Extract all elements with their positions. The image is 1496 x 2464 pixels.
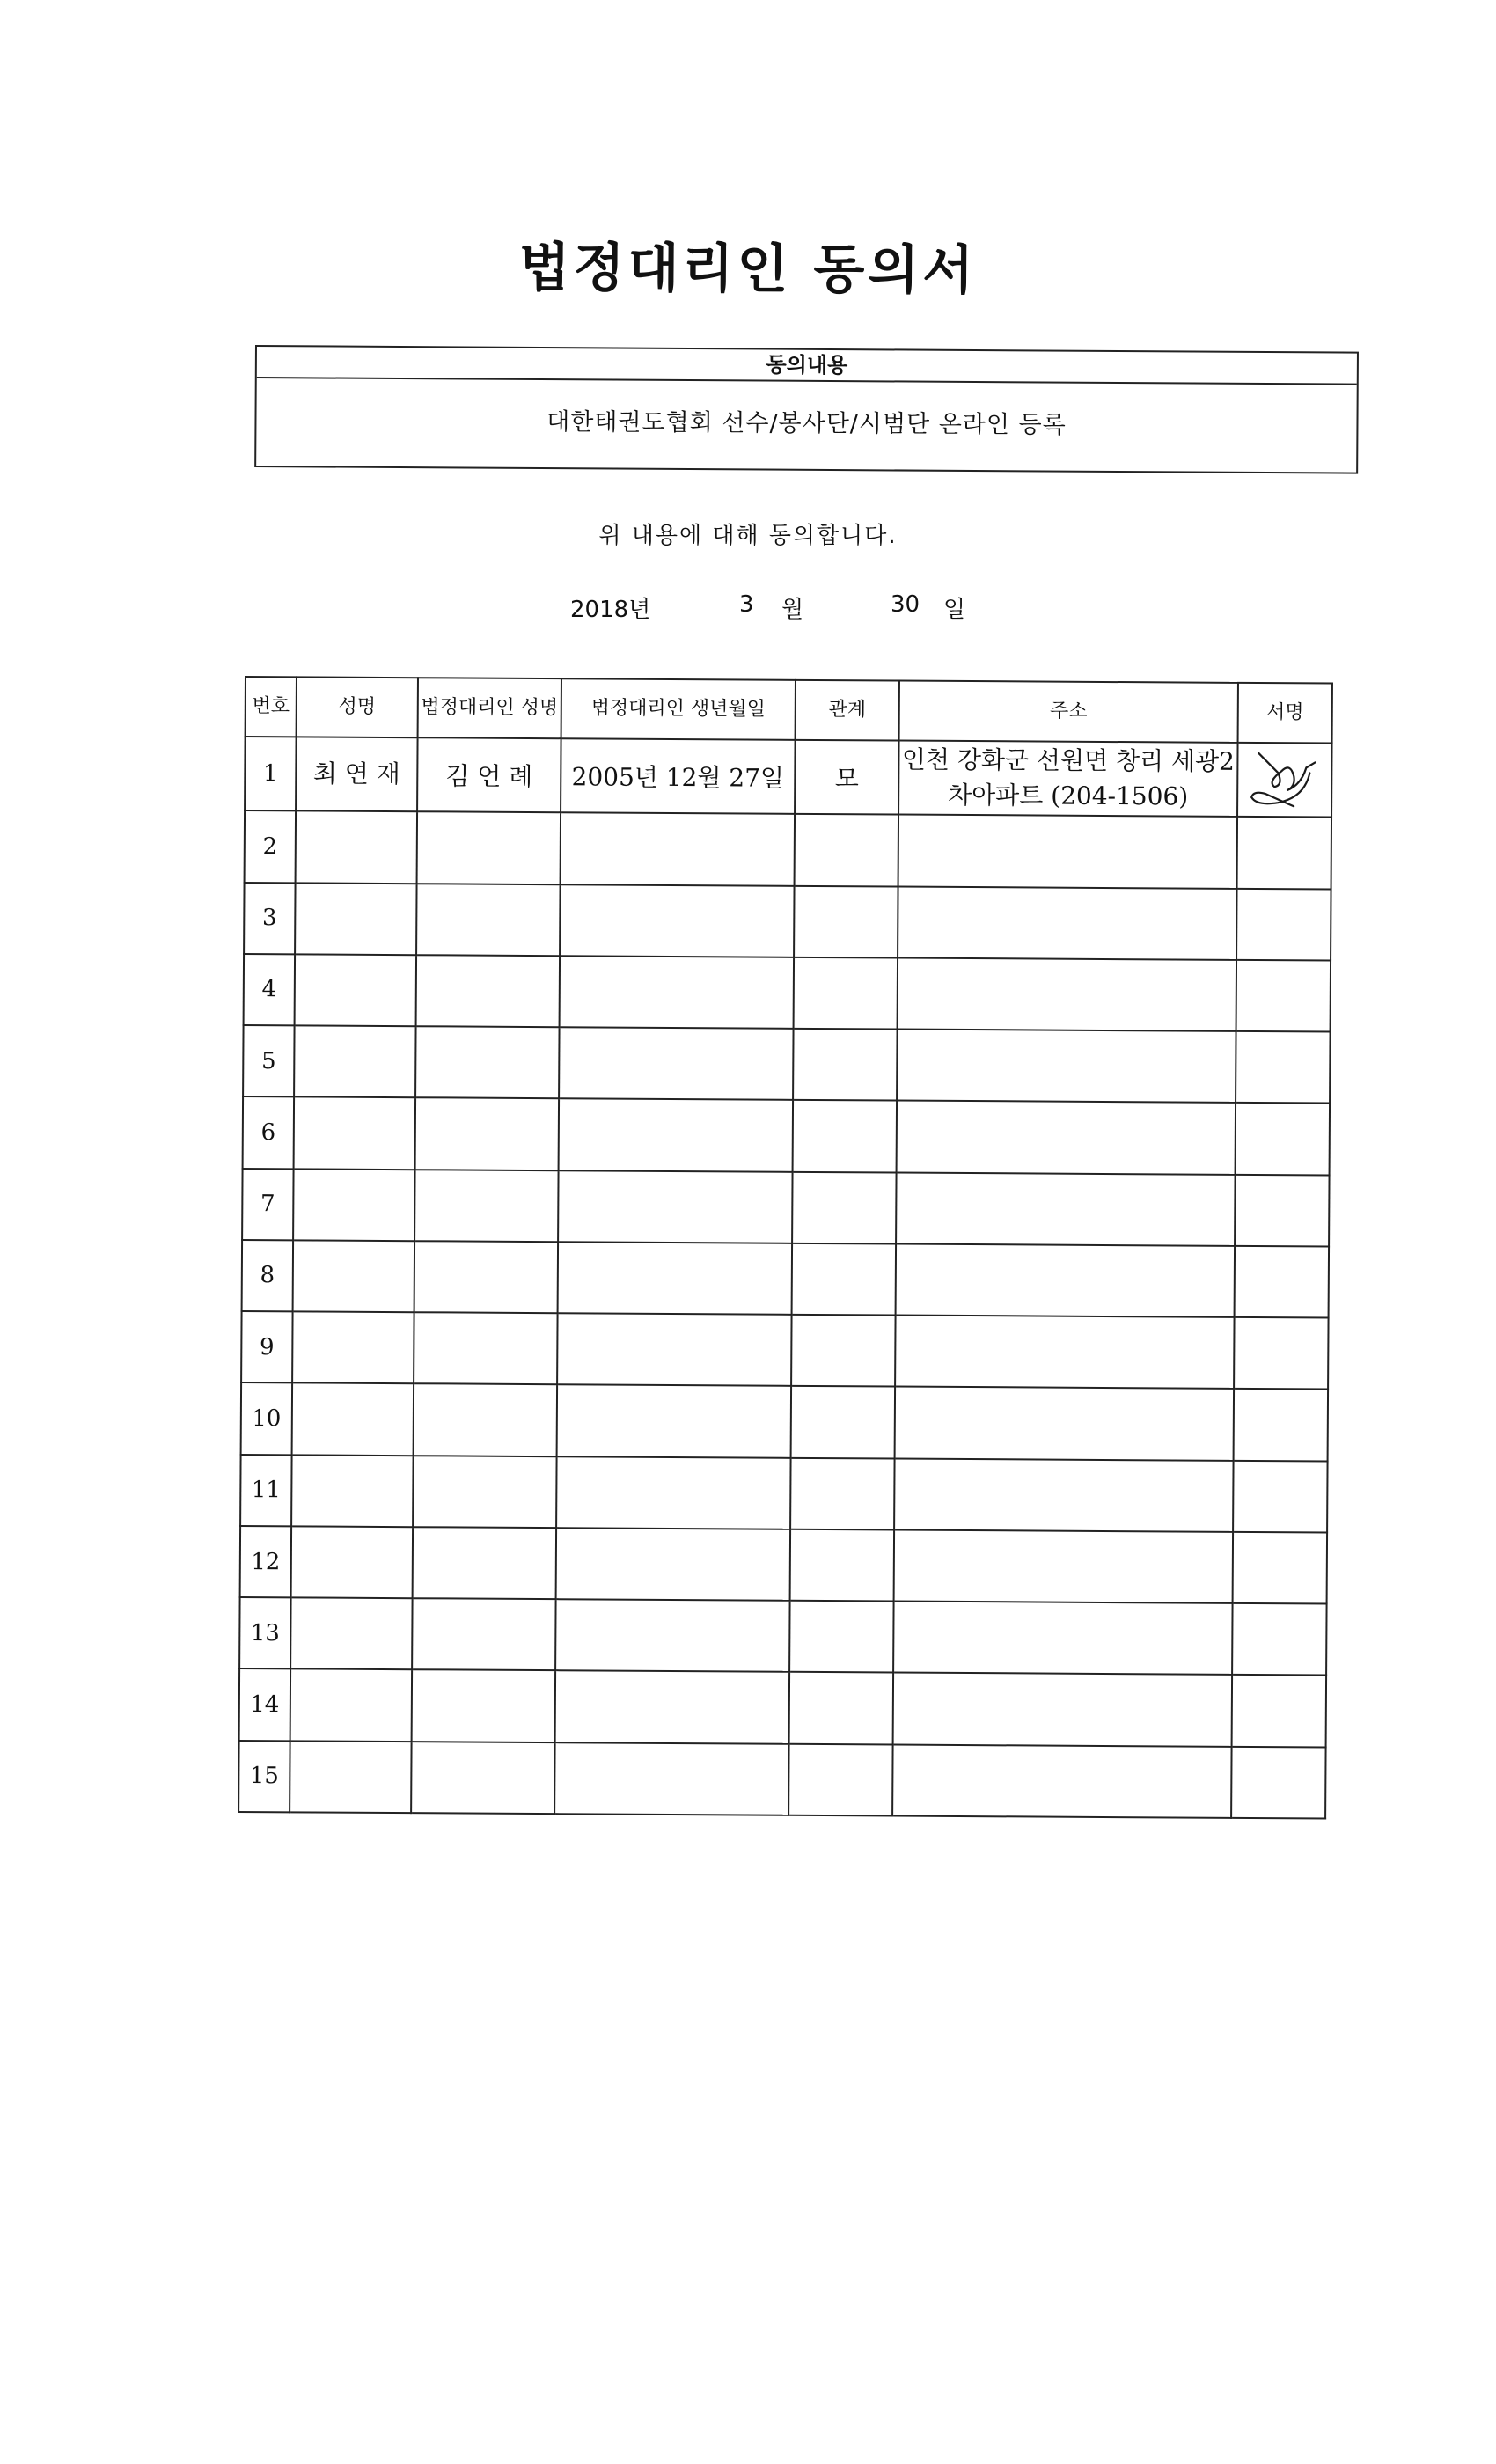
row-name: [295, 954, 416, 1026]
table-header-row: [246, 677, 1332, 744]
row-signature: [1237, 817, 1331, 889]
row-number: 2: [245, 810, 296, 883]
table-row: [241, 1382, 1328, 1461]
row-relation: [794, 957, 898, 1030]
consent-heading: 동의내용: [257, 347, 1357, 385]
row-name: [294, 1025, 415, 1097]
table-row: [245, 737, 1331, 818]
table-row: [241, 1311, 1328, 1390]
row-number: 5: [243, 1025, 294, 1097]
row-guardian-birthdate: [558, 1170, 792, 1243]
row-signature: [1233, 1461, 1327, 1533]
row-signature: [1236, 888, 1331, 960]
row-signature: [1231, 1747, 1325, 1819]
row-address: [895, 1316, 1234, 1390]
row-address: [898, 957, 1236, 1031]
row-number: 7: [242, 1169, 293, 1241]
row-signature: [1235, 1246, 1329, 1318]
agreement-statement: 위 내용에 대해 동의합니다.: [598, 523, 898, 549]
row-address: 인천 강화군 선원면 창리 세광2차아파트 (204-1506): [898, 741, 1238, 818]
row-name: [290, 1669, 412, 1742]
consent-box: [254, 345, 1359, 474]
table-row: [242, 1169, 1329, 1247]
row-guardian-name: [416, 884, 560, 956]
row-guardian-name: [413, 1456, 556, 1528]
row-guardian-birthdate: [560, 956, 794, 1029]
row-guardian-birthdate: [561, 812, 795, 885]
table-row: [244, 954, 1331, 1032]
row-guardian-name: [414, 1384, 557, 1456]
row-guardian-birthdate: [555, 1599, 789, 1672]
row-number: 15: [238, 1741, 290, 1813]
row-address: [897, 1101, 1236, 1175]
row-address: [893, 1673, 1232, 1747]
row-guardian-name: [411, 1742, 554, 1814]
row-guardian-name: [415, 1098, 559, 1170]
row-guardian-name: [414, 1170, 558, 1242]
row-name: [296, 811, 417, 884]
consent-content: 대한태권도협회 선수/봉사단/시범단 온라인 등록: [546, 408, 1067, 439]
row-signature: [1234, 1389, 1328, 1461]
row-address: [898, 886, 1236, 960]
row-number: 8: [242, 1240, 293, 1312]
row-name: [294, 1097, 415, 1170]
table-row: [245, 810, 1331, 889]
date-day: 30: [891, 591, 920, 618]
row-name: [293, 1169, 414, 1241]
header-signature: 서명: [1238, 683, 1332, 744]
row-address: [895, 1387, 1234, 1461]
row-number: 12: [240, 1526, 291, 1598]
row-signature: [1236, 1031, 1330, 1104]
row-number: 3: [244, 883, 295, 955]
table-row: [243, 1025, 1330, 1104]
row-number: 11: [240, 1455, 291, 1527]
row-address: [898, 815, 1237, 889]
row-signature: [1235, 1174, 1329, 1246]
row-relation: [791, 1386, 895, 1458]
row-guardian-name: [417, 811, 561, 884]
row-signature: [1232, 1675, 1326, 1747]
row-address: [893, 1602, 1232, 1676]
row-relation: [795, 814, 898, 886]
row-relation: [793, 1029, 897, 1101]
table-row: [243, 1096, 1330, 1175]
row-name: [290, 1741, 411, 1813]
row-number: 4: [244, 954, 295, 1026]
row-guardian-name: [412, 1598, 555, 1670]
row-relation: [791, 1315, 895, 1387]
row-relation: [792, 1171, 896, 1243]
row-guardian-birthdate: [555, 1671, 789, 1744]
header-guardian-name: 법정대리인 성명: [418, 678, 561, 738]
table-row: [239, 1668, 1326, 1747]
header-guardian-birthdate: 법정대리인 생년월일: [561, 678, 796, 740]
date-day-unit: 일: [943, 597, 966, 623]
row-address: [896, 1243, 1235, 1317]
date-year: 2018년: [570, 597, 651, 623]
row-relation: [789, 1672, 893, 1744]
row-relation: [788, 1744, 892, 1816]
row-signature: [1236, 1103, 1330, 1175]
handwritten-signature: [1243, 746, 1327, 814]
row-relation: 모: [795, 740, 899, 815]
row-number: 1: [245, 737, 297, 811]
date-month-unit: 월: [781, 597, 804, 623]
row-name: 최 연 재: [296, 737, 418, 811]
row-number: 14: [239, 1668, 290, 1741]
row-name: [295, 883, 416, 955]
row-name: [290, 1598, 412, 1670]
table-row: [239, 1597, 1326, 1676]
row-guardian-name: 김 언 례: [417, 737, 561, 812]
row-relation: [790, 1457, 894, 1529]
row-name: [291, 1526, 413, 1598]
table-row: [240, 1526, 1327, 1604]
table-row: [240, 1455, 1327, 1533]
row-guardian-name: [415, 1026, 559, 1098]
row-address: [897, 1030, 1236, 1104]
registration-table: [238, 676, 1333, 1820]
table-row: [244, 883, 1331, 961]
row-guardian-name: [412, 1670, 555, 1742]
row-guardian-name: [414, 1241, 558, 1313]
row-name: [293, 1240, 414, 1312]
row-relation: [792, 1243, 896, 1316]
row-guardian-birthdate: [559, 1027, 793, 1100]
header-address: 주소: [899, 681, 1238, 743]
table-row: [242, 1240, 1329, 1318]
header-relation: 관계: [796, 680, 899, 741]
row-signature: [1237, 743, 1332, 818]
row-name: [291, 1455, 413, 1527]
row-signature: [1233, 1532, 1327, 1604]
table-row: [238, 1741, 1325, 1819]
row-name: [292, 1311, 414, 1383]
date-month: 3: [739, 591, 754, 618]
row-relation: [789, 1601, 893, 1673]
row-guardian-birthdate: [559, 1099, 793, 1172]
row-signature: [1234, 1317, 1328, 1390]
header-name: 성명: [297, 677, 418, 737]
row-guardian-birthdate: 2005년 12월 27일: [561, 738, 796, 814]
row-guardian-birthdate: [558, 1242, 792, 1315]
row-address: [892, 1744, 1231, 1818]
row-relation: [790, 1529, 894, 1602]
row-guardian-birthdate: [556, 1528, 790, 1601]
row-relation: [793, 1100, 897, 1172]
row-signature: [1236, 960, 1331, 1032]
row-guardian-name: [416, 955, 560, 1027]
row-number: 9: [241, 1311, 292, 1383]
row-guardian-birthdate: [557, 1385, 791, 1458]
row-number: 13: [239, 1597, 290, 1669]
row-number: 10: [241, 1382, 292, 1455]
row-name: [292, 1383, 414, 1456]
header-number: 번호: [246, 677, 297, 737]
row-address: [896, 1172, 1235, 1246]
row-address: [894, 1458, 1233, 1532]
row-address: [894, 1529, 1233, 1603]
row-guardian-birthdate: [556, 1456, 790, 1529]
row-guardian-birthdate: [554, 1742, 788, 1815]
document-title: 법정대리인 동의서: [518, 237, 978, 302]
row-guardian-name: [414, 1312, 557, 1384]
row-guardian-birthdate: [557, 1313, 791, 1386]
row-number: 6: [243, 1096, 294, 1169]
row-relation: [794, 885, 898, 957]
row-signature: [1232, 1603, 1326, 1676]
row-guardian-birthdate: [560, 884, 794, 957]
row-guardian-name: [413, 1527, 556, 1599]
